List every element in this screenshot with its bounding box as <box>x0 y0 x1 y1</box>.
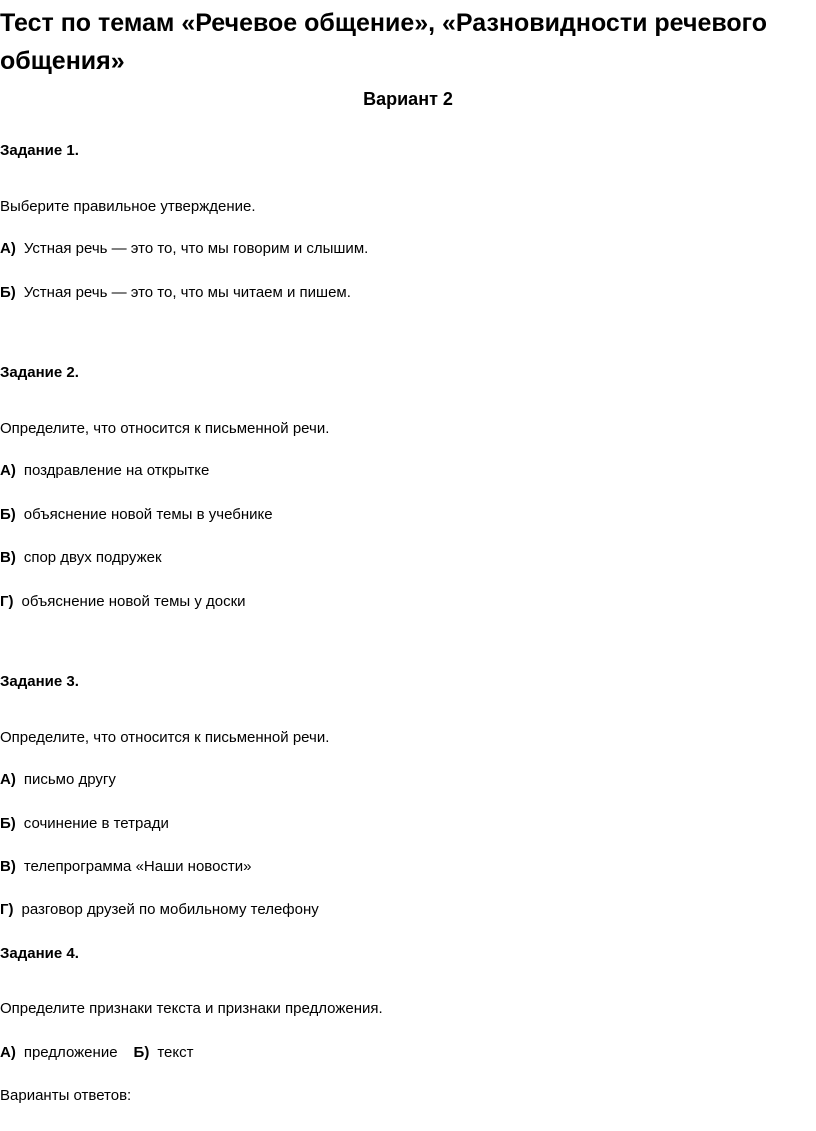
option-letter: А) <box>0 1044 16 1061</box>
task-2-question: Определите, что относится к письменной речи. <box>0 420 330 437</box>
task-2-heading: Задание 2. <box>0 364 79 381</box>
task-3-heading: Задание 3. <box>0 673 79 690</box>
option-text: предложение <box>23 1044 118 1061</box>
option-text: поздравление на открытке <box>23 462 210 479</box>
option-letter: В) <box>0 549 16 566</box>
task-3-question: Определите, что относится к письменной речи. <box>0 729 330 746</box>
option-letter: Б) <box>0 284 16 301</box>
option-letter: А) <box>0 771 16 788</box>
option-text: объяснение новой темы у доски <box>21 593 246 610</box>
option-letter: Г) <box>0 593 14 610</box>
option-letter: Б) <box>0 506 16 523</box>
document-title: Тест по темам «Речевое общение», «Разновидности речевого общения» <box>0 9 768 75</box>
variant-label: Вариант 2 <box>363 89 453 109</box>
task-3-option-v <box>0 856 252 878</box>
task-3-option-g <box>0 899 319 921</box>
option-text: телепрограмма «Наши новости» <box>23 858 252 875</box>
task-3-option-a <box>0 769 116 791</box>
task-2-option-g <box>0 591 246 613</box>
task-2-option-v <box>0 547 162 569</box>
option-text: разговор друзей по мобильному телефону <box>21 901 319 918</box>
option-text: Устная речь — это то, что мы говорим и слышим. <box>23 240 369 257</box>
option-letter: А) <box>0 462 16 479</box>
task-1-option-b <box>0 282 351 304</box>
option-letter: Б) <box>0 815 16 832</box>
option-letter: Б) <box>133 1044 150 1061</box>
task-4-question: Определите признаки текста и признаки предложения. <box>0 1000 383 1017</box>
option-text: письмо другу <box>23 771 116 788</box>
option-text: спор двух подружек <box>23 549 162 566</box>
option-letter: Г) <box>0 901 14 918</box>
task-2-option-b <box>0 504 273 526</box>
task-4-heading: Задание 4. <box>0 945 79 962</box>
task-1-question: Выберите правильное утверждение. <box>0 198 256 215</box>
option-text: объяснение новой темы в учебнике <box>23 506 273 523</box>
option-text: Устная речь — это то, что мы читаем и пишем. <box>23 284 351 301</box>
task-1-heading: Задание 1. <box>0 142 79 159</box>
option-letter: А) <box>0 240 16 257</box>
task-2-option-a <box>0 460 209 482</box>
task-1-option-a <box>0 238 368 260</box>
task-3-option-b <box>0 813 169 835</box>
option-letter: В) <box>0 858 16 875</box>
option-text: текст <box>157 1044 194 1061</box>
task-4-answer-variants-label: Варианты ответов: <box>0 1087 132 1104</box>
option-text: сочинение в тетради <box>23 815 169 832</box>
task-4-options <box>0 1042 193 1064</box>
